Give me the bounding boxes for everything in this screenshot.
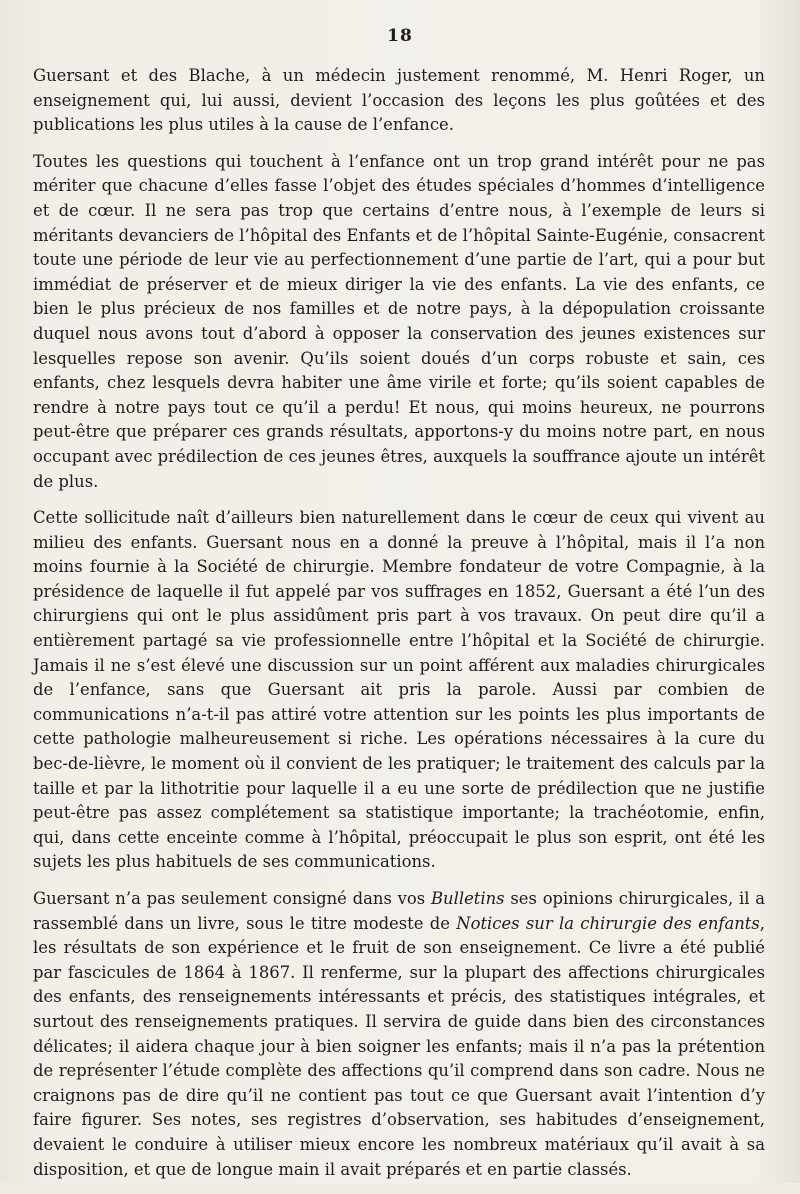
page-number: 18 (387, 26, 413, 46)
paragraph-3: Cette sollicitude naît d’ailleurs bien naturellement dans le cœur de ceux qui vivent au milieu des enfants. Guersant nous en a donné la preuve à l’hôpital, mais il l’a non moins fournie à la Société de chirurgie. Membre fondateur de votre Compagnie, à la présidence de laquelle il fut appelé par vos suffrages en 1852, Guersant a été l’un des chirurgiens qui ont le plus assidûment pris part à vos travaux. On peut dire qu’il a entièrement partagé sa vie professionnelle entre l’hôpital et la Société de chirurgie. Jamais il ne s’est élevé une discussion sur un point afférent aux maladies chirurgicales de l’enfance, sans que Guersant ait pris la parole. Aussi par combien de communications n’a-t-il pas attiré votre attention sur les points les plus importants de cette pathologie malheureusement si riche. Les opérations nécessaires à la cure du bec-de-lièvre, le moment où il convient de les pratiquer; le traitement des calculs par la taille et par la lithotritie pour laquelle il a eu une sorte de prédilection que ne justifie peut-être pas assez complétement sa statistique importante; la trachéotomie, enfin, qui, dans cette enceinte comme à l’hôpital, préoccupait le plus son esprit, ont été les sujets les plus habituels de ses communications. (33, 508, 765, 872)
paragraph-4-rest: , les résultats de son expérience et le fruit de son enseignement. Ce livre a été publié par fascicules de 1864 à 1867. Il renferme, sur la plupart des affections chirurgicales des enfants, des renseignements intéressants et précis, des statistiques intégrales, et surtout des renseignements pratiques. Il servira de guide dans bien des circonstances délicates; il aidera chaque jour à bien soigner les enfants; mais il n’a pas la prétention de représenter l’étude complète des affections qu’il comprend dans son cadre. Nous ne craignons pas de dire qu’il ne contient pas tout ce que Guersant avait l’intention d’y faire figurer. Ses notes, ses registres d’observation, ses habitudes d’enseignement, devaient le conduire à utiliser mieux encore les nombreux matériaux qu’il avait à sa disposition, et que de longue main il avait préparés et en partie classés. (33, 913, 765, 1179)
notices-title: Notices sur la chirurgie des enfants (456, 913, 760, 933)
paragraph-4-middle: ses opinions chirurgicales, il a rassemblé dans un livre, sous le titre modeste de (33, 889, 765, 933)
bulletins-title: Bulletins (431, 889, 505, 908)
paragraph-4-intro: Guersant n’a pas seulement consigné dans vos (33, 889, 431, 908)
paragraph-4 (33, 887, 765, 1182)
body-text (33, 64, 765, 1194)
paragraph-2: Toutes les questions qui touchent à l’enfance ont un trop grand intérêt pour ne pas mériter que chacune d’elles fasse l’objet des études spéciales d’hommes d’intelligence et de cœur. Il ne sera pas trop que certains d’entre nous, à l’exemple de leurs si méritants devanciers de l’hôpital des Enfants et de l’hôpital Sainte-Eugénie, consacrent toute une période de leur vie au perfectionnement d’une partie de l’art, qui a pour but immédiat de préserver et de mieux diriger la vie des enfants. La vie des enfants, ce bien le plus précieux de nos familles et de notre pays, à la dépopulation croissante duquel nous avons tout d’abord à opposer la conservation des jeunes existences sur lesquelles repose son avenir. Qu’ils soient doués d’un corps robuste et sain, ces enfants, chez lesquels devra habiter une âme virile et forte; qu’ils soient capables de rendre à notre pays tout ce qu’il a perdu! Et nous, qui moins heureux, ne pourrons peut-être que préparer ces grands résultats, apportons-y du moins notre part, en nous occupant avec prédilection de ces jeunes êtres, auxquels la souffrance ajoute un intérêt de plus. (33, 151, 765, 491)
paragraph-1: Guersant et des Blache, à un médecin justement renommé, M. Henri Roger, un enseignement qui, lui aussi, devient l’occasion des leçons les plus goûtées et des publications les plus utiles à la cause de l’enfance. (33, 66, 765, 135)
